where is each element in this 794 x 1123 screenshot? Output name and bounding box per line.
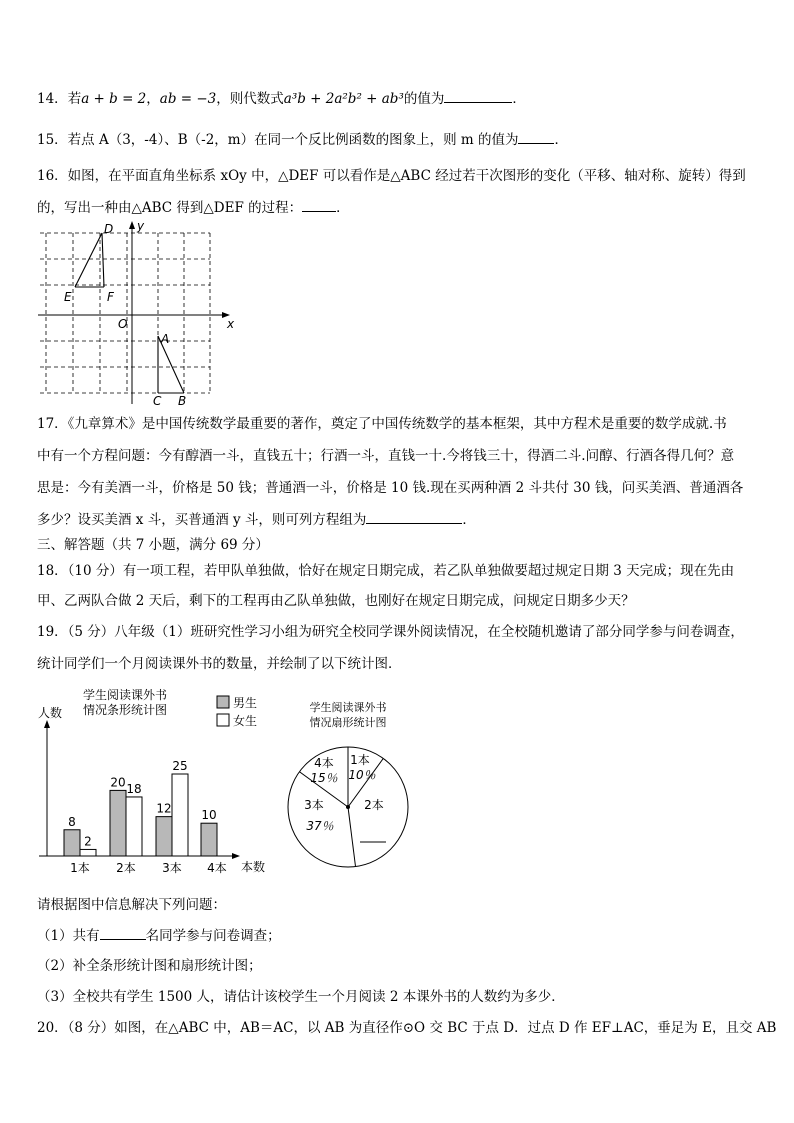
grid-lines bbox=[40, 233, 210, 393]
bar-girls-3 bbox=[172, 774, 188, 856]
q14-expression: a³b + 2a²b² + ab³ bbox=[283, 91, 404, 107]
pie-chart-title-line-2: 情况扇形统计图 bbox=[309, 716, 387, 729]
question-17-line-4: 多少？设买美酒 x 斗，买普通酒 y 斗，则可列方程组为 ． bbox=[37, 509, 476, 530]
question-20-line-1: 20．（8 分）如图，在△ABC 中，AB＝AC，以 AB 为直径作⊙O 交 BC 于点 D．过点 D 作 EF⊥AC，垂足为 E，且交 AB bbox=[37, 1020, 777, 1036]
label-f: F bbox=[107, 290, 114, 304]
legend-girls-swatch bbox=[217, 714, 229, 726]
bar-chart-y-arrow bbox=[44, 720, 50, 728]
label-c: C bbox=[153, 394, 162, 408]
bar-chart bbox=[34, 686, 280, 878]
question-17-line-3: 思是：今有美酒一斗，价格是 50 钱；普通酒一斗，价格是 10 钱.现在买两种酒 2 斗共付 30 钱，问买美酒、普通酒各 bbox=[37, 480, 744, 496]
bar-category-label-1: 1本 bbox=[70, 861, 90, 875]
pie-slice-label-1: 1本 bbox=[350, 753, 370, 767]
bar-chart-title-line-1: 学生阅读课外书 bbox=[82, 688, 168, 702]
question-19-prompt: 请根据图中信息解决下列问题： bbox=[37, 897, 226, 913]
bar-girls-label-1: 2 bbox=[84, 834, 92, 849]
y-axis-arrow bbox=[129, 221, 135, 229]
question-17-line-2: 中有一个方程问题：今有醇酒一斗，直钱五十；行酒一斗，直钱一十.今将钱三十，得酒二斗.问醇、行酒各得几何？意 bbox=[37, 448, 735, 464]
question-16-line-2: 的，写出一种由△ABC 得到△DEF 的过程： ． bbox=[37, 197, 350, 218]
bar-category-label-4: 4本 bbox=[207, 861, 227, 875]
q14-number: 14． bbox=[37, 91, 68, 107]
pie-chart bbox=[282, 692, 412, 878]
bar-boys-label-2: 20 bbox=[110, 775, 126, 790]
bar-boys-3 bbox=[156, 817, 172, 856]
question-16-line-1: 16．如图，在平面直角坐标系 xOy 中，△DEF 可以看作是△ABC 经过若干次图形的变化（平移、轴对称、旋转）得到 bbox=[37, 168, 746, 184]
pie-slice-percent-1: 10％ bbox=[348, 768, 376, 782]
bar-girls-label-2: 18 bbox=[126, 781, 142, 796]
question-15: 15．若点 A（3，-4）、B（-2，m）在同一个反比例函数的图象上，则 m 的值为 ． bbox=[37, 129, 568, 150]
bar-category-label-3: 3本 bbox=[162, 861, 182, 875]
pie-slice-label-4: 4本 bbox=[314, 756, 334, 770]
q14-condition-1: a + b = 2 bbox=[81, 91, 147, 107]
bar-girls-2 bbox=[126, 797, 142, 856]
pie-slice-boundary-3 bbox=[348, 807, 356, 867]
coordinate-grid-figure bbox=[36, 218, 240, 408]
label-x: x bbox=[227, 317, 235, 331]
legend-boys-swatch bbox=[217, 696, 229, 708]
q15-answer-blank[interactable] bbox=[518, 129, 554, 144]
pie-slice-percent-4: 15％ bbox=[310, 771, 338, 785]
bar-boys-label-1: 8 bbox=[68, 814, 76, 829]
pie-slice-label-3: 3本 bbox=[304, 798, 324, 812]
label-d: D bbox=[104, 222, 114, 236]
bar-chart-title-line-2: 情况条形统计图 bbox=[82, 703, 168, 717]
bar-girls-1 bbox=[80, 849, 96, 856]
label-e: E bbox=[64, 290, 72, 304]
bar-girls-label-3: 25 bbox=[172, 759, 188, 773]
q14-condition-2: ab = −3 bbox=[159, 91, 217, 107]
question-19-line-1: 19．（5 分）八年级（1）班研究性学习小组为研究全校同学课外阅读情况，在全校随机邀请了部分同学参与问卷调查， bbox=[37, 624, 744, 640]
bar-chart-y-label: 人数 bbox=[38, 706, 63, 720]
pie-slice-percent-3: 37％ bbox=[306, 819, 334, 833]
label-y: y bbox=[137, 219, 145, 233]
question-19-sub-3: （3）全校共有学生 1500 人，请估计该校学生一个月阅读 2 本课外书的人数约为多少． bbox=[37, 989, 565, 1005]
legend-boys-label: 男生 bbox=[233, 696, 258, 710]
bar-boys-label-4: 10 bbox=[201, 808, 217, 823]
pie-chart-title-line-1: 学生阅读课外书 bbox=[309, 701, 387, 714]
pie-slice-label-2: 2本 bbox=[364, 798, 384, 812]
bar-boys-1 bbox=[64, 830, 80, 856]
question-19-sub-1: （1）共有 名同学参与问卷调查； bbox=[37, 925, 281, 946]
question-18-line-2: 甲、乙两队合做 2 天后，剩下的工程再由乙队单独做，也刚好在规定日期完成，问规定日期多少天？ bbox=[37, 593, 635, 609]
bar-chart-x-arrow bbox=[232, 853, 240, 859]
bar-boys-2 bbox=[110, 790, 126, 856]
label-a: A bbox=[161, 332, 170, 346]
question-19-line-2: 统计同学们一个月阅读课外书的数量，并绘制了以下统计图． bbox=[37, 656, 402, 672]
label-b: B bbox=[178, 394, 187, 408]
bar-boys-4 bbox=[201, 823, 217, 856]
question-17-line-1: 17．《九章算术》是中国传统数学最重要的著作，奠定了中国传统数学的基本框架，其中方程术是重要的数学成就.书 bbox=[37, 416, 727, 432]
pie-center-dot bbox=[346, 805, 350, 809]
q17-answer-blank[interactable] bbox=[366, 509, 462, 524]
section-3-heading: 三、解答题（共 7 小题，满分 69 分） bbox=[37, 537, 269, 553]
q16-answer-blank[interactable] bbox=[302, 197, 336, 212]
q19-sub1-answer-blank[interactable] bbox=[100, 925, 146, 940]
bar-category-label-2: 2本 bbox=[116, 861, 136, 875]
question-18-line-1: 18．（10 分）有一项工程，若甲队单独做，恰好在规定日期完成，若乙队单独做要超过规定日期 3 天完成；现在先由 bbox=[37, 563, 735, 579]
question-19-sub-2: （2）补全条形统计图和扇形统计图； bbox=[37, 958, 262, 974]
question-14: 14．若a + b = 2，ab = −3，则代数式a³b + 2a²b² + ab³的值为 ． bbox=[37, 88, 526, 109]
q14-answer-blank[interactable] bbox=[444, 88, 512, 103]
label-o: O bbox=[118, 317, 128, 331]
bar-boys-label-3: 12 bbox=[156, 801, 172, 816]
legend-girls-label: 女生 bbox=[233, 714, 258, 728]
bar-chart-x-label: 本数 bbox=[241, 860, 266, 874]
